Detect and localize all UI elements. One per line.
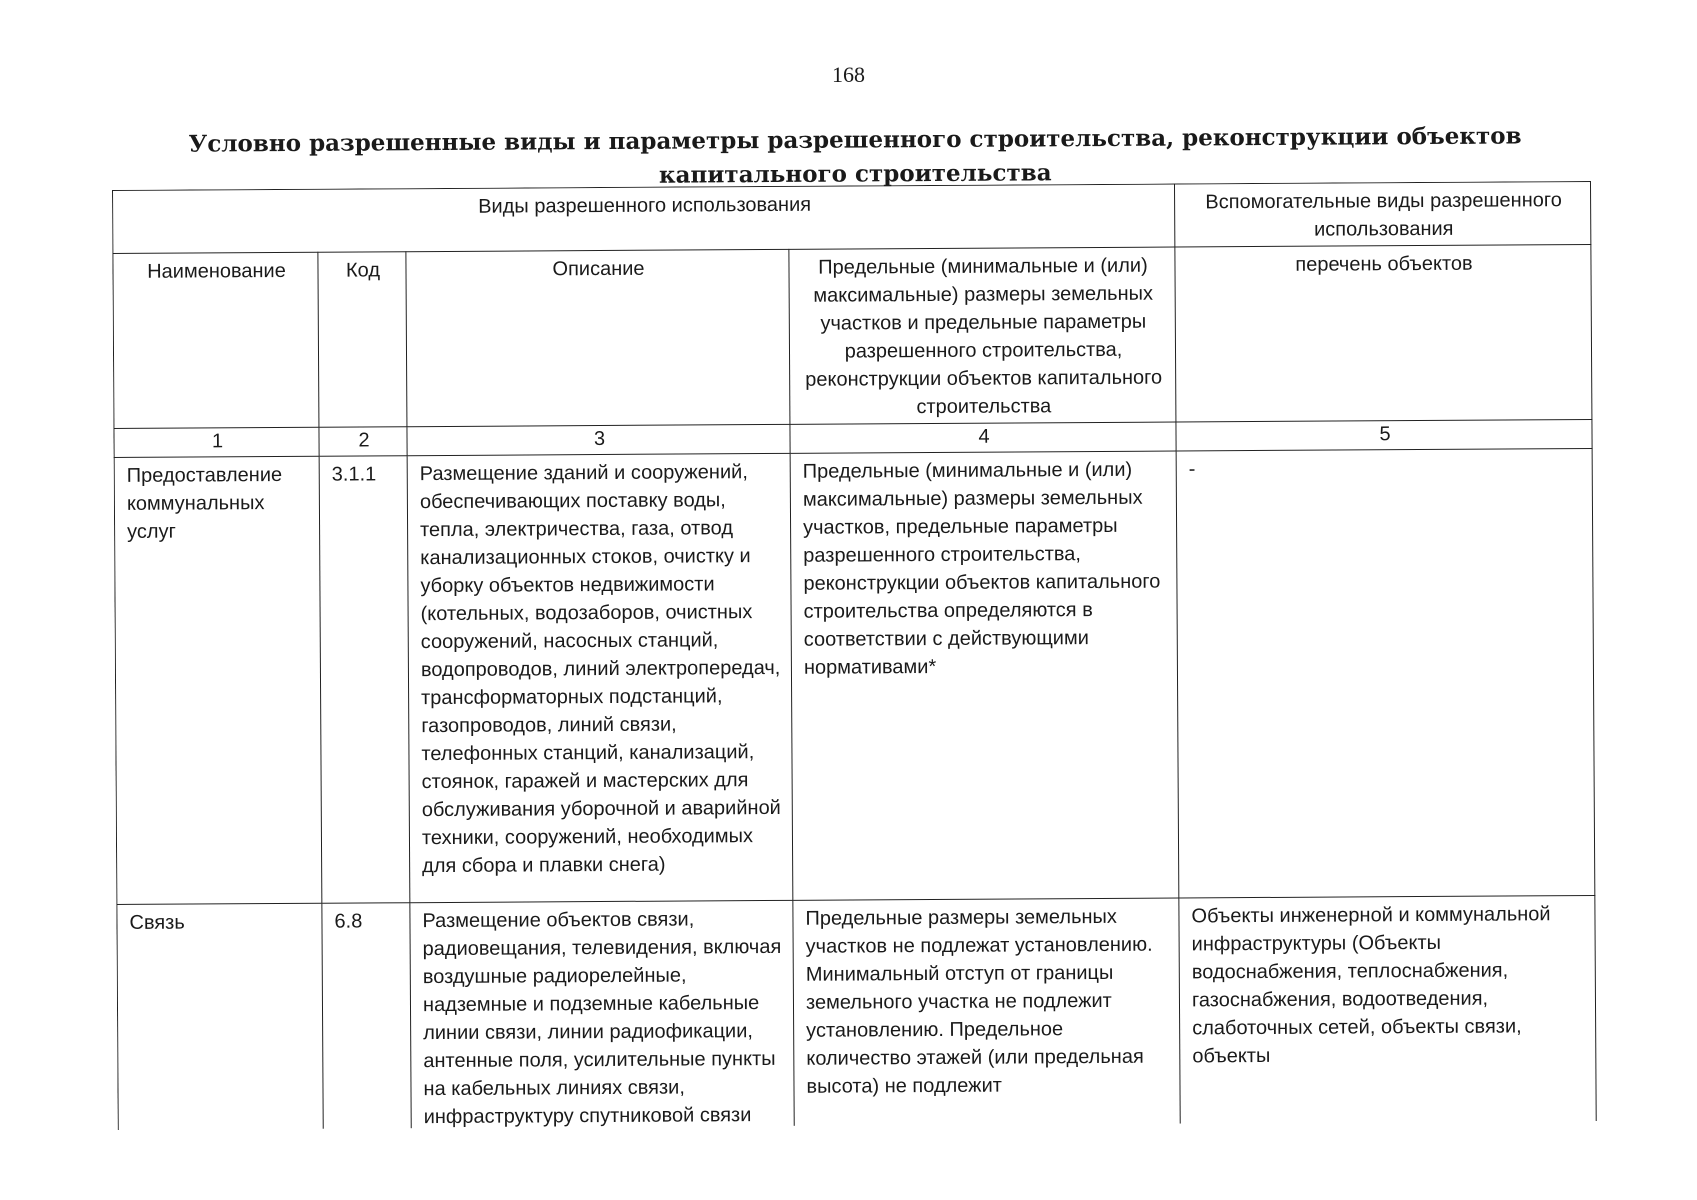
cell-description: Размещение объектов связи, радиовещания, телевидения, включая воздушные радиорелейные, надземные и подземные кабельные линии связи, линии радиофикации, антенные поля, усилительные пункты на кабельных линиях связи, инфраструктуру спутниковой связи xyxy=(410,900,794,1130)
column-header-limits: Предельные (минимальные и (или) максимальные) размеры земельных участков и предельные параметры разрешенного строительства, реконструкции объектов капитального строительства xyxy=(789,247,1176,424)
cell-code: 3.1.1 xyxy=(319,456,410,904)
cell-name: Предоставление коммунальных услуг xyxy=(114,456,322,904)
group-header-main: Виды разрешенного использования xyxy=(113,184,1175,253)
table-row xyxy=(117,895,1596,1130)
table-column-header-row xyxy=(113,244,1592,428)
cell-description: Размещение зданий и сооружений, обеспечивающих поставку воды, тепла, электричества, газа, отвод канализационных стоков, очистку и уборку объектов недвижимости (котельных, водозаборов, очистных сооружений, насосных станций, водопроводов, линий электропередач, трансформаторных подстанций, газопроводов, линий связи, телефонных станций, канализаций, стоянок, гаражей и мастерских для обслуживания уборочной и аварийной техники, сооружений, необходимых для сбора и плавки снега) xyxy=(407,453,793,902)
column-number: 4 xyxy=(790,422,1176,453)
land-use-table xyxy=(112,181,1597,1130)
cell-code: 6.8 xyxy=(322,903,411,1130)
cell-limits: Предельные (минимальные и (или) максимальные) размеры земельных участков, предельные параметры разрешенного строительства, реконструкции объектов капитального строительства определяются в соответствии с действующими нормативами* xyxy=(790,451,1179,900)
cell-objects: Объекты инженерной и коммунальной инфраструктуры (Объекты водоснабжения, теплоснабжения, газоснабжения, водоотведения, слаботочных сетей, объекты связи, объекты xyxy=(1179,895,1596,1130)
table-row xyxy=(114,448,1595,904)
column-header-code: Код xyxy=(318,252,407,428)
cell-name: Связь xyxy=(117,903,323,1130)
table-group-header-row xyxy=(113,181,1591,253)
column-number: 2 xyxy=(319,427,407,457)
column-number: 1 xyxy=(114,427,319,457)
column-header-description: Описание xyxy=(406,249,790,426)
document-title: Условно разрешенные виды и параметры разрешенного строительства, реконструкции объектов капитального строительства xyxy=(188,122,1522,189)
column-header-name: Наименование xyxy=(113,252,319,428)
column-header-objects: перечень объектов xyxy=(1175,244,1592,422)
cell-limits: Предельные размеры земельных участков не подлежат установлению. Минимальный отступ от границы земельного участка не подлежит установлению. Предельное количество этажей (или предельная высота) не подлежит xyxy=(793,898,1180,1130)
column-number: 3 xyxy=(407,424,790,455)
group-header-auxiliary: Вспомогательные виды разрешенного использования xyxy=(1174,181,1590,247)
column-number: 5 xyxy=(1176,419,1592,451)
land-use-table-wrapper xyxy=(112,181,1598,1130)
page-number: 168 xyxy=(832,62,865,87)
cell-objects: - xyxy=(1176,448,1595,898)
